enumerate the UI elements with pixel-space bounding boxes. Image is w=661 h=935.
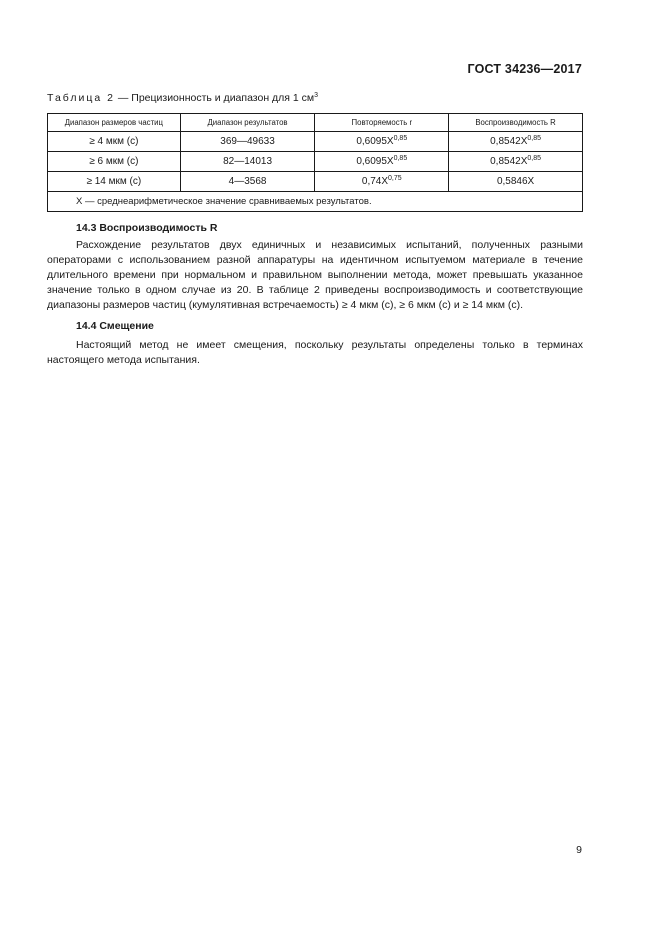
rep-base: 0,74X	[361, 176, 389, 187]
rep-exp: 0,85	[393, 155, 408, 162]
table-row	[48, 132, 583, 152]
table-caption-sup: 3	[314, 92, 319, 99]
cell-reproducibility	[449, 152, 583, 172]
precision-table	[47, 113, 583, 212]
cell-range: 4—3568	[180, 172, 315, 192]
rep-exp: 0,75	[388, 175, 402, 182]
header-repeatability: Повторяемость r	[315, 114, 449, 132]
repro-base: 0,5846X	[496, 176, 535, 187]
cell-reproducibility	[449, 132, 583, 152]
table-caption-prefix: Таблица 2	[47, 92, 115, 104]
cell-repeatability	[315, 152, 449, 172]
cell-reproducibility	[449, 172, 583, 192]
table-note-row	[48, 192, 583, 212]
cell-size: ≥ 4 мкм (с)	[48, 132, 181, 152]
table-caption	[47, 92, 318, 104]
header-reproducibility: Воспроизводимость R	[449, 114, 583, 132]
rep-base: 0,6095X	[356, 156, 394, 167]
section-14-3-title: 14.3 Воспроизводимость R	[76, 222, 218, 234]
section-14-3-body: Расхождение результатов двух единичных и независимых испытаний, полученных разными операторами с использованием разной аппаратуры на идентичном испытуемом материале в течение длительного времени при нормальном и правильном выполнении метода, может превышать указанное значение только в одном случае из 20. В таблице 2 приведены воспроизводимость и соответствующие диапазоны размеров частиц (кумулятивная встречаемость) ≥ 4 мкм (с), ≥ 6 мкм (с) и ≥ 14 мкм (с).	[47, 239, 583, 311]
table-row	[48, 172, 583, 192]
table-row	[48, 152, 583, 172]
cell-repeatability	[315, 132, 449, 152]
rep-exp: 0,85	[393, 135, 408, 142]
standard-code: ГОСТ 34236—2017	[467, 62, 582, 76]
section-14-4-title: 14.4 Смещение	[76, 320, 154, 332]
cell-range: 369—49633	[180, 132, 315, 152]
table-caption-text: — Прецизионность и диапазон для 1 см	[114, 92, 315, 104]
cell-repeatability	[315, 172, 449, 192]
repro-exp: 0,85	[527, 135, 542, 142]
repro-base: 0,8542X	[490, 156, 528, 167]
repro-base: 0,8542X	[490, 136, 528, 147]
section-14-4-body: Настоящий метод не имеет смещения, поскольку результаты определены только в терминах настоящего метода испытания.	[47, 339, 583, 366]
cell-size: ≥ 6 мкм (с)	[48, 152, 181, 172]
table-header-row	[48, 114, 583, 132]
repro-exp: 0,85	[527, 155, 542, 162]
cell-size: ≥ 14 мкм (с)	[48, 172, 181, 192]
cell-range: 82—14013	[180, 152, 315, 172]
header-results-range: Диапазон результатов	[180, 114, 315, 132]
page-number: 9	[576, 844, 582, 856]
header-particle-size: Диапазон размеров частиц	[48, 114, 181, 132]
table-note: X — среднеарифметическое значение сравниваемых результатов.	[48, 192, 583, 212]
rep-base: 0,6095X	[356, 136, 394, 147]
